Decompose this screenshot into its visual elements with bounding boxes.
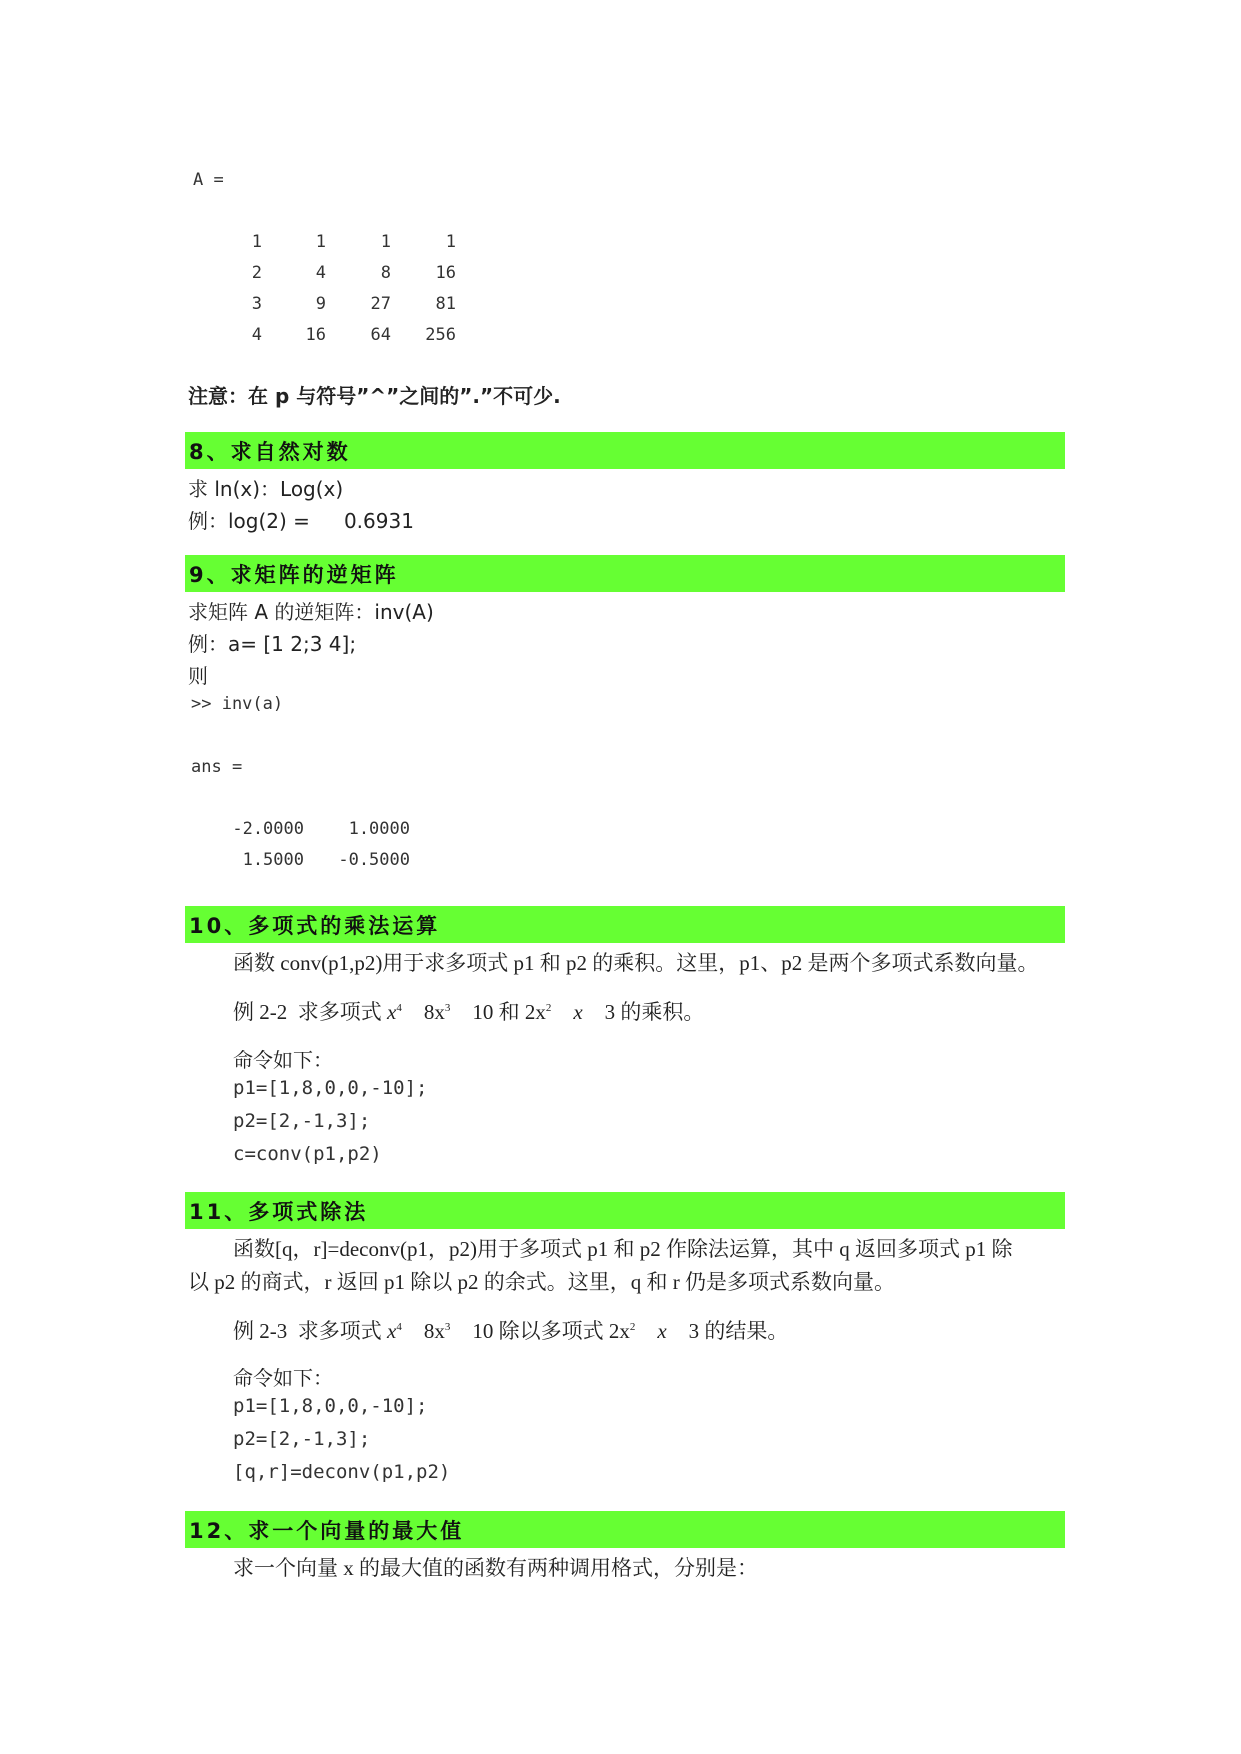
math-exponent: 2 (545, 1002, 552, 1014)
section-11-heading-bar (185, 1192, 1065, 1229)
sec9-line1: 求矩阵 A 的逆矩阵：inv(A) (188, 600, 434, 624)
section-12-heading: 12、求一个向量的最大值 (189, 1519, 465, 1543)
section-9-heading: 9、求矩阵的逆矩阵 (189, 563, 399, 587)
section-10-heading: 10、多项式的乘法运算 (189, 914, 441, 938)
sec10-example-prefix: 例 2-2 求多项式 (233, 1000, 382, 1024)
sec10-description: 函数 conv(p1,p2)用于求多项式 p1 和 p2 的乘积。这里，p1、p2 是两个多项式系数向量。 (233, 951, 1039, 975)
matrix-cell: 1 (380, 232, 391, 252)
sec9-command: >> inv(a) (191, 694, 284, 714)
math-term: 10 (472, 1000, 494, 1024)
sec10-cmd2: p2=[2,-1,3]; (233, 1110, 371, 1132)
sec10-cmd-intro: 命令如下： (233, 1048, 333, 1072)
sec8-line2 (188, 505, 414, 534)
matrix-cell: 64 (370, 325, 391, 345)
section-8-heading: 8、求自然对数 (189, 440, 351, 464)
section-11-heading: 11、多项式除法 (189, 1200, 369, 1224)
section-10-heading-bar (185, 906, 1065, 943)
sec10-example (233, 996, 704, 1026)
math-exponent: 2 (629, 1321, 636, 1333)
math-term: x (573, 1000, 583, 1024)
sec8-line2-prefix: 例：log(2) = (188, 509, 310, 533)
math-term: 10 (472, 1319, 494, 1343)
matrix-cell: 1 (315, 232, 326, 252)
matrix-cell: 2 (251, 263, 262, 283)
math-exponent: 3 (444, 1321, 451, 1333)
matrix-cell: 4 (251, 325, 262, 345)
math-exponent: 3 (444, 1002, 451, 1014)
math-exponent: 4 (396, 1002, 402, 1014)
math-term: 3 (688, 1319, 700, 1343)
section-8-heading-bar (185, 432, 1065, 469)
sec11-example-prefix: 例 2-3 求多项式 (233, 1319, 382, 1343)
ans-cell: 1.0000 (348, 819, 410, 839)
math-term: 3 (604, 1000, 616, 1024)
matrix-label: A = (193, 170, 224, 190)
matrix-cell: 256 (425, 325, 456, 345)
matrix-cell: 4 (315, 263, 326, 283)
sec9-ans-label: ans = (191, 757, 243, 777)
math-term: x (387, 1319, 397, 1343)
math-term: 8x (423, 1000, 445, 1024)
matrix-cell: 1 (445, 232, 456, 252)
matrix-cell: 27 (370, 294, 391, 314)
sec12-description: 求一个向量 x 的最大值的函数有两种调用格式，分别是： (233, 1556, 758, 1580)
sec11-cmd-intro: 命令如下： (233, 1366, 333, 1390)
sec8-line1: 求 ln(x)：Log(x) (188, 477, 344, 501)
matrix-cell: 81 (435, 294, 456, 314)
matrix-cell: 8 (380, 263, 391, 283)
sec11-description-line2: 以 p2 的商式，r 返回 p1 除以 p2 的余式。这里，q 和 r 仍是多项式系数向量。 (188, 1270, 895, 1294)
sec9-line2: 例：a= [1 2;3 4]; (188, 632, 357, 656)
example-mid-text: 除以多项式 (498, 1319, 604, 1343)
matrix-cell: 3 (251, 294, 262, 314)
matrix-cell: 9 (315, 294, 326, 314)
matrix-cell: 1 (251, 232, 262, 252)
sec11-cmd3: [q,r]=deconv(p1,p2) (233, 1461, 451, 1483)
example-suffix-text: 的乘积。 (620, 1000, 705, 1024)
section-12-heading-bar (185, 1511, 1065, 1548)
section-9-heading-bar (185, 555, 1065, 592)
example-suffix-text: 的结果。 (704, 1319, 789, 1343)
math-term: x (387, 1000, 397, 1024)
example-mid-text: 和 (498, 1000, 520, 1024)
math-exponent: 4 (396, 1321, 402, 1333)
ans-cell: -2.0000 (232, 819, 304, 839)
note-text: 注意：在 p 与符号”^”之间的”.”不可少. (188, 384, 561, 408)
math-term: 2x (524, 1000, 546, 1024)
sec10-cmd1: p1=[1,8,0,0,-10]; (233, 1077, 428, 1099)
sec8-line2-value: 0.6931 (343, 509, 414, 533)
sec9-line3: 则 (188, 664, 208, 688)
sec11-cmd2: p2=[2,-1,3]; (233, 1428, 371, 1450)
ans-cell: 1.5000 (242, 850, 304, 870)
matrix-cell: 16 (305, 325, 326, 345)
sec10-cmd3: c=conv(p1,p2) (233, 1143, 382, 1165)
math-term: 2x (608, 1319, 630, 1343)
matrix-cell: 16 (435, 263, 456, 283)
ans-cell: -0.5000 (338, 850, 410, 870)
math-term: 8x (423, 1319, 445, 1343)
sec11-cmd1: p1=[1,8,0,0,-10]; (233, 1395, 428, 1417)
sec11-example (233, 1315, 788, 1345)
math-term: x (657, 1319, 667, 1343)
sec11-description-line1: 函数[q，r]=deconv(p1，p2)用于多项式 p1 和 p2 作除法运算，其中 q 返回多项式 p1 除 (233, 1237, 1013, 1261)
